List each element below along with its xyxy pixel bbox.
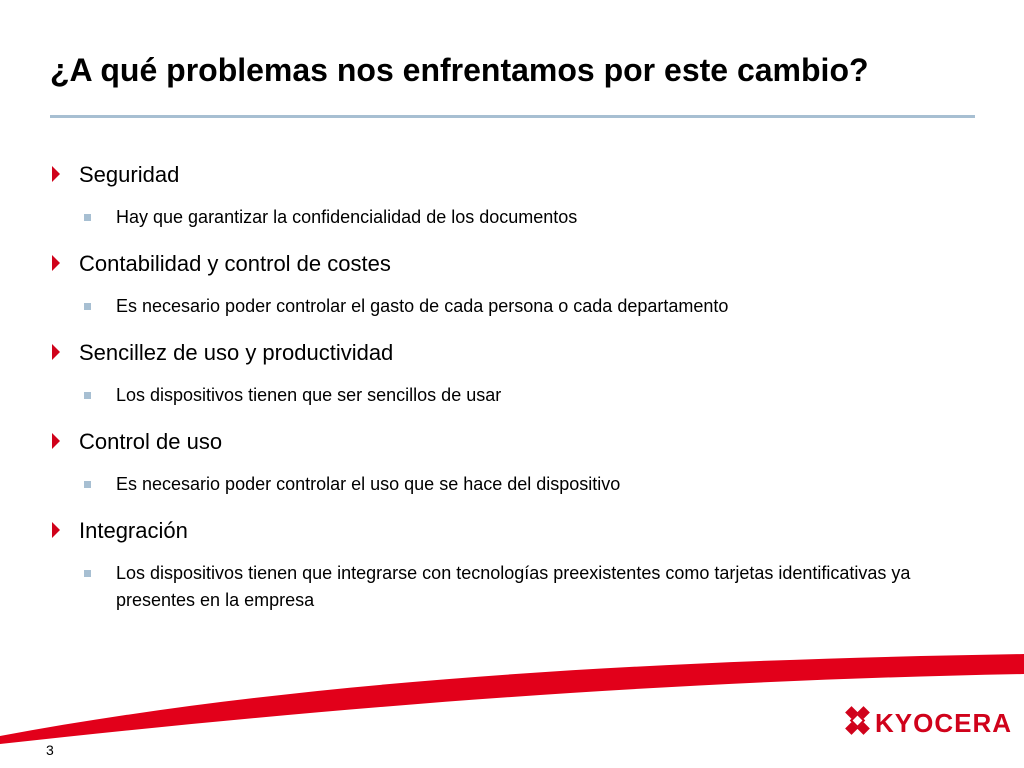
triangle-bullet-icon xyxy=(52,522,60,538)
sub-bullet-item xyxy=(50,293,970,320)
kyocera-logo xyxy=(845,704,1013,740)
square-bullet-icon xyxy=(84,481,91,488)
bullet-item-seguridad xyxy=(50,158,970,192)
title-divider xyxy=(50,115,975,118)
bullet-list xyxy=(50,158,970,630)
bullet-heading: Integración xyxy=(79,518,188,543)
bullet-item-integracion xyxy=(50,514,970,548)
bullet-heading: Seguridad xyxy=(79,162,180,187)
bullet-item-control-de-uso xyxy=(50,425,970,459)
sub-bullet-item xyxy=(50,204,970,231)
sub-bullet-text: Es necesario poder controlar el uso que se hace del dispositivo xyxy=(116,474,621,494)
square-bullet-icon xyxy=(84,570,91,577)
sub-bullet-item xyxy=(50,471,970,498)
triangle-bullet-icon xyxy=(52,166,60,182)
sub-bullet-text: Los dispositivos tienen que integrarse con tecnologías preexistentes como tarjetas identificativas ya presentes en la empresa xyxy=(116,563,911,610)
sub-bullet-item xyxy=(50,382,970,409)
bullet-item-sencillez xyxy=(50,336,970,370)
triangle-bullet-icon xyxy=(52,433,60,449)
svg-text:KYOCERA: KYOCERA xyxy=(875,708,1013,738)
bullet-heading: Contabilidad y control de costes xyxy=(79,251,391,276)
sub-bullet-text: Es necesario poder controlar el gasto de cada persona o cada departamento xyxy=(116,296,729,316)
triangle-bullet-icon xyxy=(52,255,60,271)
square-bullet-icon xyxy=(84,303,91,310)
sub-bullet-item xyxy=(50,560,970,614)
bullet-heading: Control de uso xyxy=(79,429,223,454)
slide-number: 3 xyxy=(46,742,54,758)
bullet-heading: Sencillez de uso y productividad xyxy=(79,340,394,365)
bullet-item-contabilidad xyxy=(50,247,970,281)
sub-bullet-text: Los dispositivos tienen que ser sencillos de usar xyxy=(116,385,502,405)
square-bullet-icon xyxy=(84,392,91,399)
square-bullet-icon xyxy=(84,214,91,221)
sub-bullet-text: Hay que garantizar la confidencialidad de los documentos xyxy=(116,207,578,227)
slide-title: ¿A qué problemas nos enfrentamos por este cambio? xyxy=(50,52,869,88)
triangle-bullet-icon xyxy=(52,344,60,360)
